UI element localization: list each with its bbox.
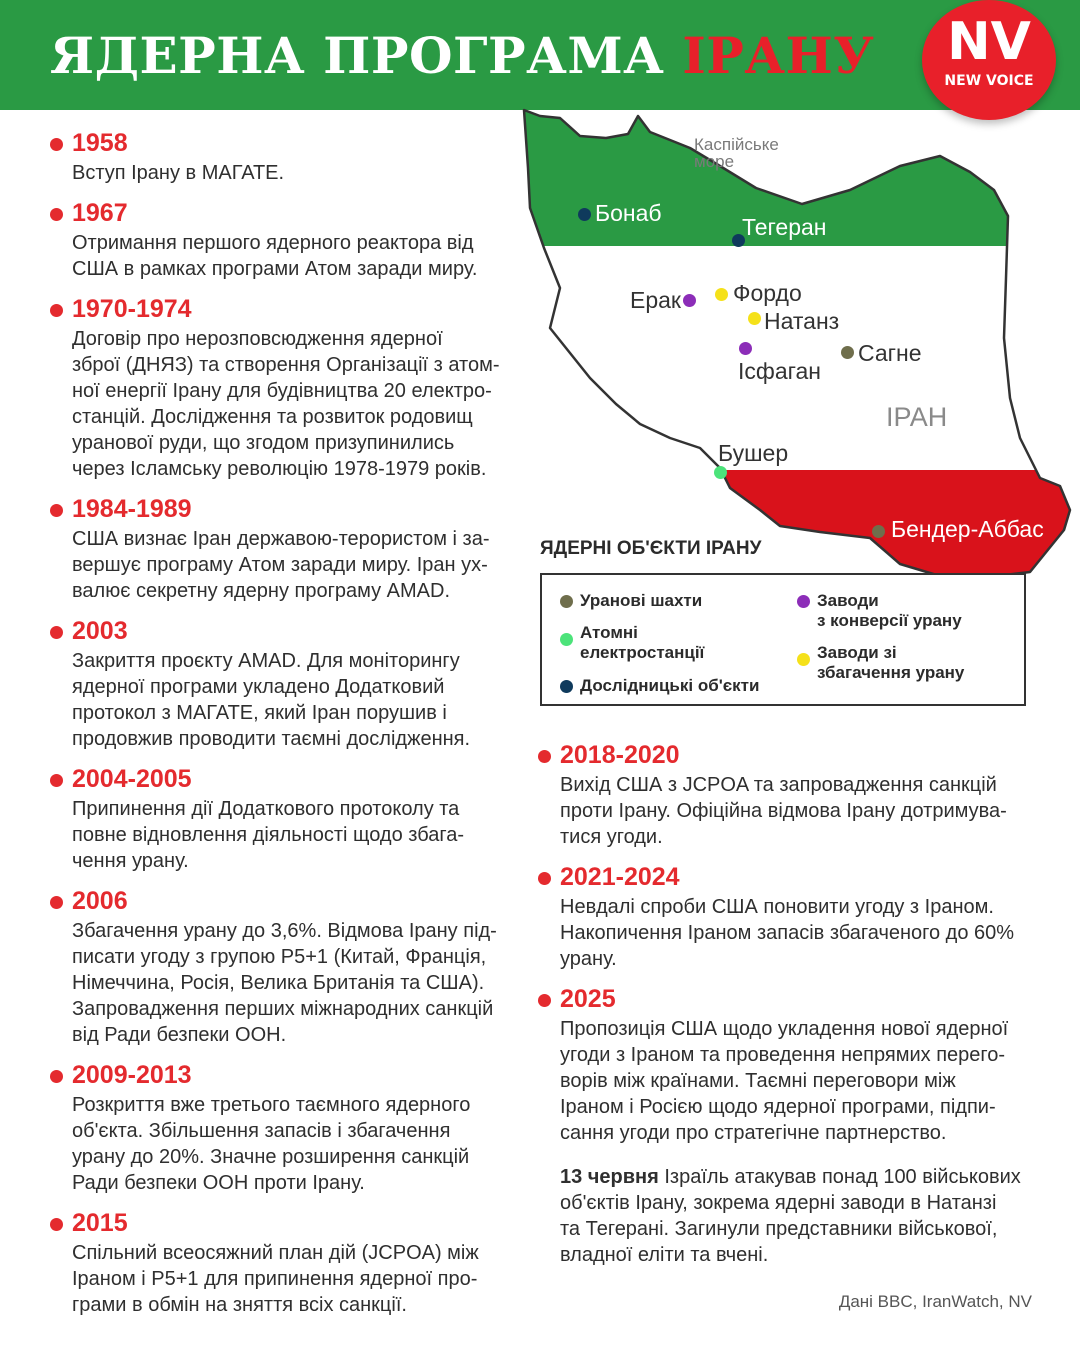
legend-item-label: з конверсії урану <box>817 611 962 630</box>
site-saghand-icon <box>841 346 854 359</box>
site-label-isfahan: Ісфаган <box>738 358 821 384</box>
timeline-event-1967 <box>50 198 530 282</box>
site-bandar-abbas-icon <box>872 525 885 538</box>
event-line: Розкриття вже третього таємного ядерного <box>72 1094 471 1116</box>
event-line: ворів між країнами. Таємні переговори між <box>560 1070 956 1092</box>
event-year-text: 1958 <box>72 129 128 157</box>
attack-date: 13 червня <box>560 1166 659 1188</box>
page-title <box>50 26 874 86</box>
event-line: ної енергії Ірану для будівництва 20 електро- <box>72 380 492 402</box>
bullet-dot-icon <box>50 1070 63 1083</box>
event-year <box>538 984 1058 1014</box>
event-line: станцій. Дослідження та розвиток родовищ <box>72 406 473 428</box>
event-year <box>538 862 1058 892</box>
event-year <box>50 764 530 794</box>
event-description <box>50 1240 530 1318</box>
legend-item-mines <box>560 591 702 611</box>
event-line: Закриття проєкту AMAD. Для моніторингу <box>72 650 460 672</box>
legend-item-label: Заводи <box>817 591 879 610</box>
title-accent: ІРАНУ <box>682 26 875 85</box>
event-description <box>50 796 530 874</box>
event-line: Іраном і Росією щодо ядерної програми, підпи- <box>560 1096 996 1118</box>
legend-item-label: електростанції <box>580 643 705 662</box>
site-bonab-icon <box>578 208 591 221</box>
event-description <box>50 648 530 752</box>
event-year <box>50 128 530 158</box>
event-line: Запровадження перших міжнародних санкцій <box>72 998 494 1020</box>
timeline-event-2021-2024 <box>538 862 1058 972</box>
event-line: тися угоди. <box>560 826 663 848</box>
map-legend <box>540 573 1026 706</box>
site-label-tehran: Тегеран <box>742 214 827 240</box>
event-year-text: 2018-2020 <box>560 741 680 769</box>
uranium-mine-dot-icon <box>560 595 573 608</box>
nv-logo <box>922 0 1056 120</box>
event-year <box>50 616 530 646</box>
event-line: валює секретну ядерну програму AMAD. <box>72 580 451 602</box>
event-description <box>50 160 530 186</box>
event-line: США визнає Іран державою-терористом і за- <box>72 528 490 550</box>
event-description <box>538 772 1058 850</box>
event-year <box>50 294 530 324</box>
bullet-dot-icon <box>538 994 551 1007</box>
timeline-event-2006 <box>50 886 530 1048</box>
site-isfahan-icon <box>739 342 752 355</box>
event-line: чення урану. <box>72 850 189 872</box>
attack-line: та Тегерані. Загинули представники військової, <box>560 1218 998 1240</box>
site-bushehr-icon <box>714 466 727 479</box>
event-year <box>50 494 530 524</box>
bullet-dot-icon <box>50 304 63 317</box>
event-description <box>538 1016 1058 1146</box>
event-line: Невдалі спроби США поновити угоду з Іраном. <box>560 896 994 918</box>
event-year-text: 2015 <box>72 1209 128 1237</box>
event-line: грами в обмін на зняття всіх санкції. <box>72 1294 407 1316</box>
event-year <box>50 1060 530 1090</box>
event-year <box>50 198 530 228</box>
event-description <box>50 526 530 604</box>
iran-map <box>520 108 1080 588</box>
event-line: Збагачення урану до 3,6%. Відмова Ірану під- <box>72 920 497 942</box>
event-line: урану до 20%. Значне розширення санкцій <box>72 1146 470 1168</box>
event-line: Договір про нерозповсюдження ядерної <box>72 328 443 350</box>
timeline-event-2004-2005 <box>50 764 530 874</box>
legend-item-label: Атомні <box>580 623 638 642</box>
event-line: зброї (ДНЯЗ) та створення Організації з атом- <box>72 354 500 376</box>
legend-item-label: Заводи зі <box>817 643 897 662</box>
event-line: уранової руди, що згодом призупинились <box>72 432 455 454</box>
event-line: сання угоди про стратегічне партнерство. <box>560 1122 947 1144</box>
event-line: через Ісламську революцію 1978-1979 років. <box>72 458 487 480</box>
event-year <box>50 1208 530 1238</box>
enrichment-plant-dot-icon <box>797 653 810 666</box>
site-fordo-icon <box>715 288 728 301</box>
event-year-text: 2021-2024 <box>560 863 680 891</box>
event-line: від Ради безпеки ООН. <box>72 1024 287 1046</box>
event-line: Іраном і P5+1 для припинення ядерної про- <box>72 1268 478 1290</box>
event-line: Вихід США з JCPOA та запровадження санкцій <box>560 774 997 796</box>
event-line: ядерної програми укладено Додатковий <box>72 676 445 698</box>
legend-item-power-plants <box>560 623 704 663</box>
conversion-plant-dot-icon <box>797 595 810 608</box>
event-line: Накопичення Іраном запасів збагаченого до 60% <box>560 922 1015 944</box>
timeline-event-2003 <box>50 616 530 752</box>
timeline-event-2009-2013 <box>50 1060 530 1196</box>
site-label-bonab: Бонаб <box>595 200 662 226</box>
event-description <box>538 894 1058 972</box>
event-description <box>50 1092 530 1196</box>
attack-line-rest: Ізраїль атакував понад 100 військових <box>658 1166 1021 1188</box>
event-line: об'єкта. Збільшення запасів і збагачення <box>72 1120 451 1142</box>
legend-item-label: Уранові шахти <box>580 591 703 610</box>
event-line: писати угоду з групою P5+1 (Китай, Франція, <box>72 946 487 968</box>
event-year <box>538 740 1058 770</box>
bullet-dot-icon <box>50 138 63 151</box>
timeline-event-1970-1974 <box>50 294 530 482</box>
event-line: Спільний всеосяжний план дій (JCPOA) між <box>72 1242 479 1264</box>
event-line: США в рамках програми Атом заради миру. <box>72 258 478 280</box>
site-label-saghand: Сагне <box>858 340 922 366</box>
attack-line: об'єктів Ірану, зокрема ядерні заводи в Натанзі <box>560 1192 997 1214</box>
legend-item-enrichment <box>797 643 964 683</box>
bullet-dot-icon <box>538 750 551 763</box>
legend-item-label: Дослідницькі об'єкти <box>580 676 760 695</box>
event-year <box>50 886 530 916</box>
event-line: продовжив проводити таємні дослідження. <box>72 728 471 750</box>
event-line: угоди з Іраном та проведення непрямих перего- <box>560 1044 1006 1066</box>
bullet-dot-icon <box>50 1218 63 1231</box>
site-natanz-icon <box>748 312 761 325</box>
timeline-event-2025 <box>538 984 1058 1146</box>
event-line: повне відновлення діяльності щодо збага- <box>72 824 464 846</box>
timeline-event-2018-2020 <box>538 740 1058 850</box>
bullet-dot-icon <box>50 896 63 909</box>
header-banner <box>0 0 1080 110</box>
event-line: Вступ Ірану в МАГАТЕ. <box>72 162 285 184</box>
event-line: Ради безпеки ООН проти Ірану. <box>72 1172 365 1194</box>
attack-line <box>560 1164 1060 1190</box>
sea-label-line: Каспійське <box>694 135 779 154</box>
research-site-dot-icon <box>560 680 573 693</box>
attack-line: владної еліти та вчені. <box>560 1244 769 1266</box>
source-credit: Дані BBC, IranWatch, NV <box>838 1292 1032 1311</box>
event-year-text: 1967 <box>72 199 128 227</box>
event-year-text: 2009-2013 <box>72 1061 192 1089</box>
legend-item-label: збагачення урану <box>817 663 965 682</box>
event-year-text: 2003 <box>72 617 128 645</box>
legend-item-research <box>560 676 759 696</box>
site-label-bandar-abbas: Бендер-Аббас <box>891 516 1044 542</box>
power-plant-dot-icon <box>560 633 573 646</box>
legend-title: ЯДЕРНІ ОБ'ЄКТИ ІРАНУ <box>540 538 762 559</box>
site-label-bushehr: Бушер <box>718 440 789 466</box>
logo-sub-text: NEW VOICE <box>944 73 1034 89</box>
site-label-arak: Ерак <box>630 287 681 313</box>
event-line: проти Ірану. Офіційна відмова Ірану дотримува- <box>560 800 1007 822</box>
event-description <box>50 230 530 282</box>
event-year-text: 2025 <box>560 985 616 1013</box>
country-label: ІРАН <box>886 402 948 432</box>
event-year-text: 1984-1989 <box>72 495 192 523</box>
event-year-text: 1970-1974 <box>72 295 192 323</box>
sea-label <box>694 136 779 170</box>
legend-item-conversion <box>797 591 962 631</box>
event-description <box>50 326 530 482</box>
bullet-dot-icon <box>538 872 551 885</box>
event-description <box>50 918 530 1048</box>
bullet-dot-icon <box>50 774 63 787</box>
event-line: протокол з МАГАТЕ, який Іран порушив і <box>72 702 447 724</box>
timeline-event-2015 <box>50 1208 530 1318</box>
event-year-text: 2006 <box>72 887 128 915</box>
timeline-event-1984-1989 <box>50 494 530 604</box>
bullet-dot-icon <box>50 504 63 517</box>
event-year-text: 2004-2005 <box>72 765 192 793</box>
title-main: ЯДЕРНА ПРОГРАМА <box>50 26 683 85</box>
bullet-dot-icon <box>50 626 63 639</box>
sea-label-line: море <box>694 152 735 171</box>
bullet-dot-icon <box>50 208 63 221</box>
event-line: урану. <box>560 948 617 970</box>
event-line: вершує програму Атом заради миру. Іран ух- <box>72 554 488 576</box>
site-arak-icon <box>683 294 696 307</box>
event-line: Отримання першого ядерного реактора від <box>72 232 474 254</box>
site-label-fordo: Фордо <box>733 280 802 306</box>
event-line: Припинення дії Додаткового протоколу та <box>72 798 460 820</box>
event-line: Німеччина, Росія, Велика Британія та США). <box>72 972 485 994</box>
timeline-event-1958 <box>50 128 530 186</box>
logo-main-text: NV <box>947 12 1031 72</box>
site-label-natanz: Натанз <box>764 308 840 334</box>
attack-paragraph <box>560 1164 1060 1268</box>
event-line: Пропозиція США щодо укладення нової ядерної <box>560 1018 1009 1040</box>
